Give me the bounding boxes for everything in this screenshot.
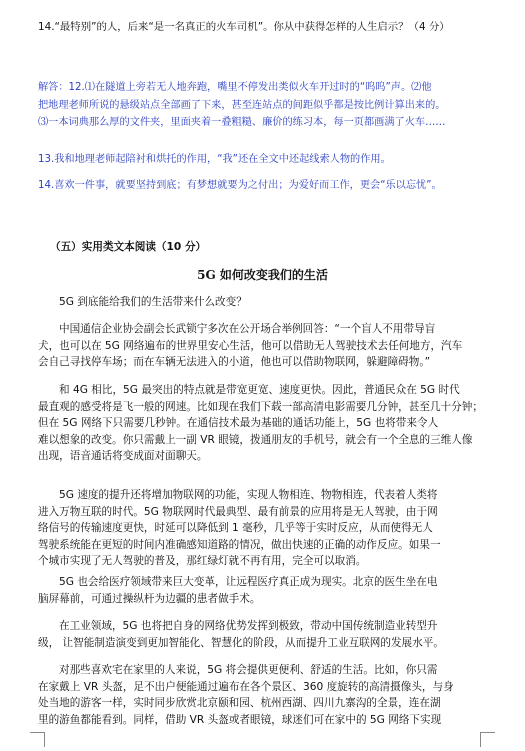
paragraph-line: 处当地的游客一样，实时同步欣赏北京颐和园、杭州西湖、四川九寨沟的全景，连在湖	[38, 697, 441, 709]
paragraph-line: 最直观的感受将是飞一般的网速。比如现在我们下载一部高清电影需要几分钟，甚至几十分钟；	[38, 400, 483, 413]
paragraph-line: 在家戴上 VR 头盔，足不出户便能通过遍布在各个景区、360 度旋转的高清摄像头，与身	[38, 680, 454, 693]
paragraph-line: 出现，语音通话将变成面对面聊天。	[38, 450, 208, 462]
page-corner-mark-left	[30, 732, 45, 747]
answer-line: 13.我和地理老师起陪衬和烘托的作用，“我”还在全文中还起线索人物的作用。	[38, 154, 391, 165]
paragraph-intro	[38, 294, 490, 311]
paragraph-home	[38, 662, 490, 728]
paragraph-line: 和 4G 相比，5G 最突出的特点就是带宽更宽、速度更快。因此，普通民众在 5G 时代	[59, 384, 460, 396]
paragraph-line: 5G 到底能给我们的生活带来什么改变？	[59, 296, 247, 308]
paragraph-line: 个城市实现了无人驾驶的普及，那红绿灯就不再有用，完全可以取消。	[38, 555, 367, 567]
paragraph-line: 5G 也会给医疗领域带来巨大变革，让远程医疗真正成为现实。北京的医生坐在电	[59, 576, 438, 588]
paragraph-medical	[38, 574, 490, 607]
paragraph-line: 但在 5G 网络下只需要几秒钟。在通信技术最为基础的通话功能上，5G 也将带来令人	[38, 417, 439, 429]
answer-line: 把地理老师所说的悬级站点全部画了下来，甚至连站点的间距似乎都是按比例计算出来的。	[38, 99, 446, 111]
paragraph-iot	[38, 487, 490, 570]
paragraph-line: 里的游鱼都能看到。同样，借助 VR 头盔或者眼镜，球迷们可在家中的 5G 网络下实现	[38, 713, 442, 726]
answer-14	[38, 177, 490, 195]
question-14: 14.“最特别”的人，后来“是一名真正的火车司机”。你从中获得怎样的人生启示？（4 分）	[38, 21, 450, 33]
paragraph-quote	[38, 321, 490, 371]
paragraph-line: 脑屏幕前，可通过操纵杆为边疆的患者做手术。	[38, 592, 261, 605]
answer-12	[38, 79, 490, 132]
paragraph-line: 会自己寻找停车场；而在车辆无法进入的小道，他也可以借助物联网，躲避障碍物。”	[38, 356, 431, 368]
paragraph-line: 级， 让智能制造演变到更加智能化、智慧化的阶段，从而提升工业互联网的发展水平。	[38, 636, 444, 649]
paragraph-line: 5G 速度的提升还将增加物联网的功能，实现人物相连、物物相连，代表着人类将	[59, 489, 438, 501]
answer-13	[38, 151, 490, 169]
paragraph-speed	[38, 382, 490, 465]
paragraph-line: 在工业领域，5G 也将把自身的网络优势发挥到极致，带动中国传统制造业转型升	[59, 620, 438, 632]
paragraph-line: 驾驶系统能在更短的时间内准确感知道路的情况，做出快速的正确的动作反应。如果一	[38, 538, 441, 551]
paragraph-line: 对那些喜欢宅在家里的人来说，5G 将会提供更便利、舒适的生活。比如，你只需	[59, 664, 438, 676]
paragraph-line: 难以想象的改变。你只需戴上一副 VR 眼镜，拨通朋友的手机号，就会有一个全息的三维人像	[38, 433, 473, 446]
paragraph-line: 进入万物互联的时代。5G 物联网时代最典型、最有前景的应用将是无人驾驶，由于网	[38, 505, 438, 518]
answer-line: ⑶一本词典那么厚的文件夹，里面夹着一叠粗糙、廉价的练习本，每一页都画满了火车……	[38, 117, 446, 128]
article-title: 5G 如何改变我们的生活	[197, 268, 328, 282]
paragraph-line: 犬，也可以在 5G 网络遍布的世界里安心生活，他可以借助无人驾驶技术去任何地方，汽车	[38, 339, 463, 352]
paragraph-line: 中国通信企业协会副会长武锁宁多次在公开场合举例回答：“一个盲人不用带导盲	[59, 323, 436, 335]
answer-line: 14.喜欢一件事，就要坚持到底；有梦想就要为之付出；为爱好而工作，更会“乐以忘忧”。	[38, 180, 442, 191]
answer-line: 解答：12.⑴在隧道上旁若无人地奔跑，嘴里不停发出类似火车开过时的“呜呜”声。⑵他	[38, 82, 432, 93]
paragraph-line: 络信号的传输速度更快，时延可以降低到 1 毫秒，几乎等于实时反应，从而使得无人	[38, 522, 433, 534]
paragraph-industry	[38, 618, 490, 651]
section-heading: （五）实用类文本阅读（10 分）	[50, 241, 207, 253]
page-corner-mark-right	[480, 732, 495, 747]
